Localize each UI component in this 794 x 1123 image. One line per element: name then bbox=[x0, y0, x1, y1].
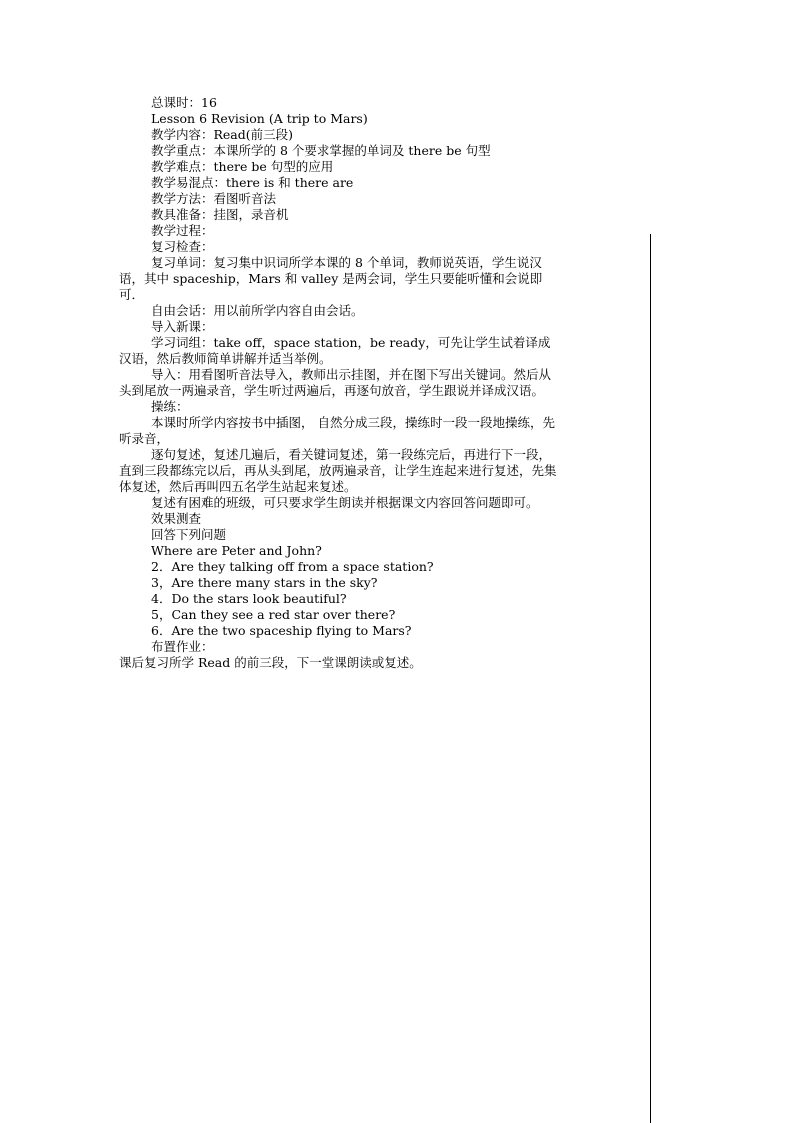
lead-in-paragraph: 导入：用看图听音法导入，教师出示挂图，并在图下写出关键词。然后从头到尾放一两遍录音，学生听过两遍后，再逐句放音，学生跟说并译成汉语。 bbox=[119, 367, 552, 398]
free-talk-paragraph: 自由会话：用以前所学内容自由会话。 bbox=[151, 303, 364, 318]
margin-rule bbox=[650, 234, 651, 1123]
questions-heading: 回答下列问题 bbox=[151, 527, 227, 542]
practice-paragraph-1: 本课时所学内容按书中插图， 自然分成三段，操练时一段一段地操练，先听录音， bbox=[119, 415, 555, 446]
teaching-aids: 教具准备：挂图，录音机 bbox=[151, 207, 289, 222]
teaching-content: 教学内容：Read(前三段) bbox=[151, 127, 294, 142]
homework-paragraph: 课后复习所学 Read 的前三段，下一堂课朗读或复述。 bbox=[119, 655, 422, 670]
teaching-difficulty: 教学难点：there be 句型的应用 bbox=[151, 159, 334, 174]
assessment-heading: 效果测查 bbox=[151, 511, 202, 526]
question-3: 3，Are there many stars in the sky? bbox=[151, 575, 378, 590]
practice-paragraph-2: 逐句复述，复述几遍后，看关键词复述，第一段练完后，再进行下一段，直到三段都练完以后，再从头到尾，放两遍录音，让学生连起来进行复述，先集体复述，然后再叫四五名学生站起来复述。 bbox=[119, 447, 557, 494]
phrases-paragraph: 学习词组：take off，space station，be ready，可先让学生试着译成汉语，然后教师简单讲解并适当举例。 bbox=[119, 335, 551, 366]
question-6: 6．Are the two spaceship flying to Mars? bbox=[151, 623, 412, 638]
teaching-method: 教学方法：看图听音法 bbox=[151, 191, 277, 206]
question-2: 2．Are they talking off from a space station? bbox=[151, 559, 434, 574]
question-5: 5，Can they see a red star over there? bbox=[151, 607, 396, 622]
teaching-process-heading: 教学过程： bbox=[151, 223, 214, 238]
difficulty-paragraph: 复述有困难的班级，可只要求学生朗读并根据课文内容回答问题即可。 bbox=[151, 495, 539, 510]
total-lessons: 总课时：16 bbox=[151, 95, 217, 110]
question-1: Where are Peter and John? bbox=[151, 543, 322, 558]
confusing-points: 教学易混点：there is 和 there are bbox=[151, 175, 354, 190]
homework-heading: 布置作业： bbox=[151, 639, 214, 654]
new-lesson-heading: 导入新课： bbox=[151, 319, 214, 334]
document-body bbox=[119, 95, 559, 671]
question-4: 4．Do the stars look beautiful? bbox=[151, 591, 347, 606]
lesson-title: Lesson 6 Revision (A trip to Mars) bbox=[151, 111, 368, 126]
teaching-focus: 教学重点：本课所学的 8 个要求掌握的单词及 there be 句型 bbox=[151, 143, 491, 158]
review-heading: 复习检查： bbox=[151, 239, 214, 254]
review-words-paragraph: 复习单词：复习集中识词所学本课的 8 个单词，教师说英语，学生说汉语，其中 spaceship，Mars 和 valley 是两会词，学生只要能听懂和会说即可． bbox=[119, 255, 543, 302]
practice-heading: 操练： bbox=[151, 399, 189, 414]
